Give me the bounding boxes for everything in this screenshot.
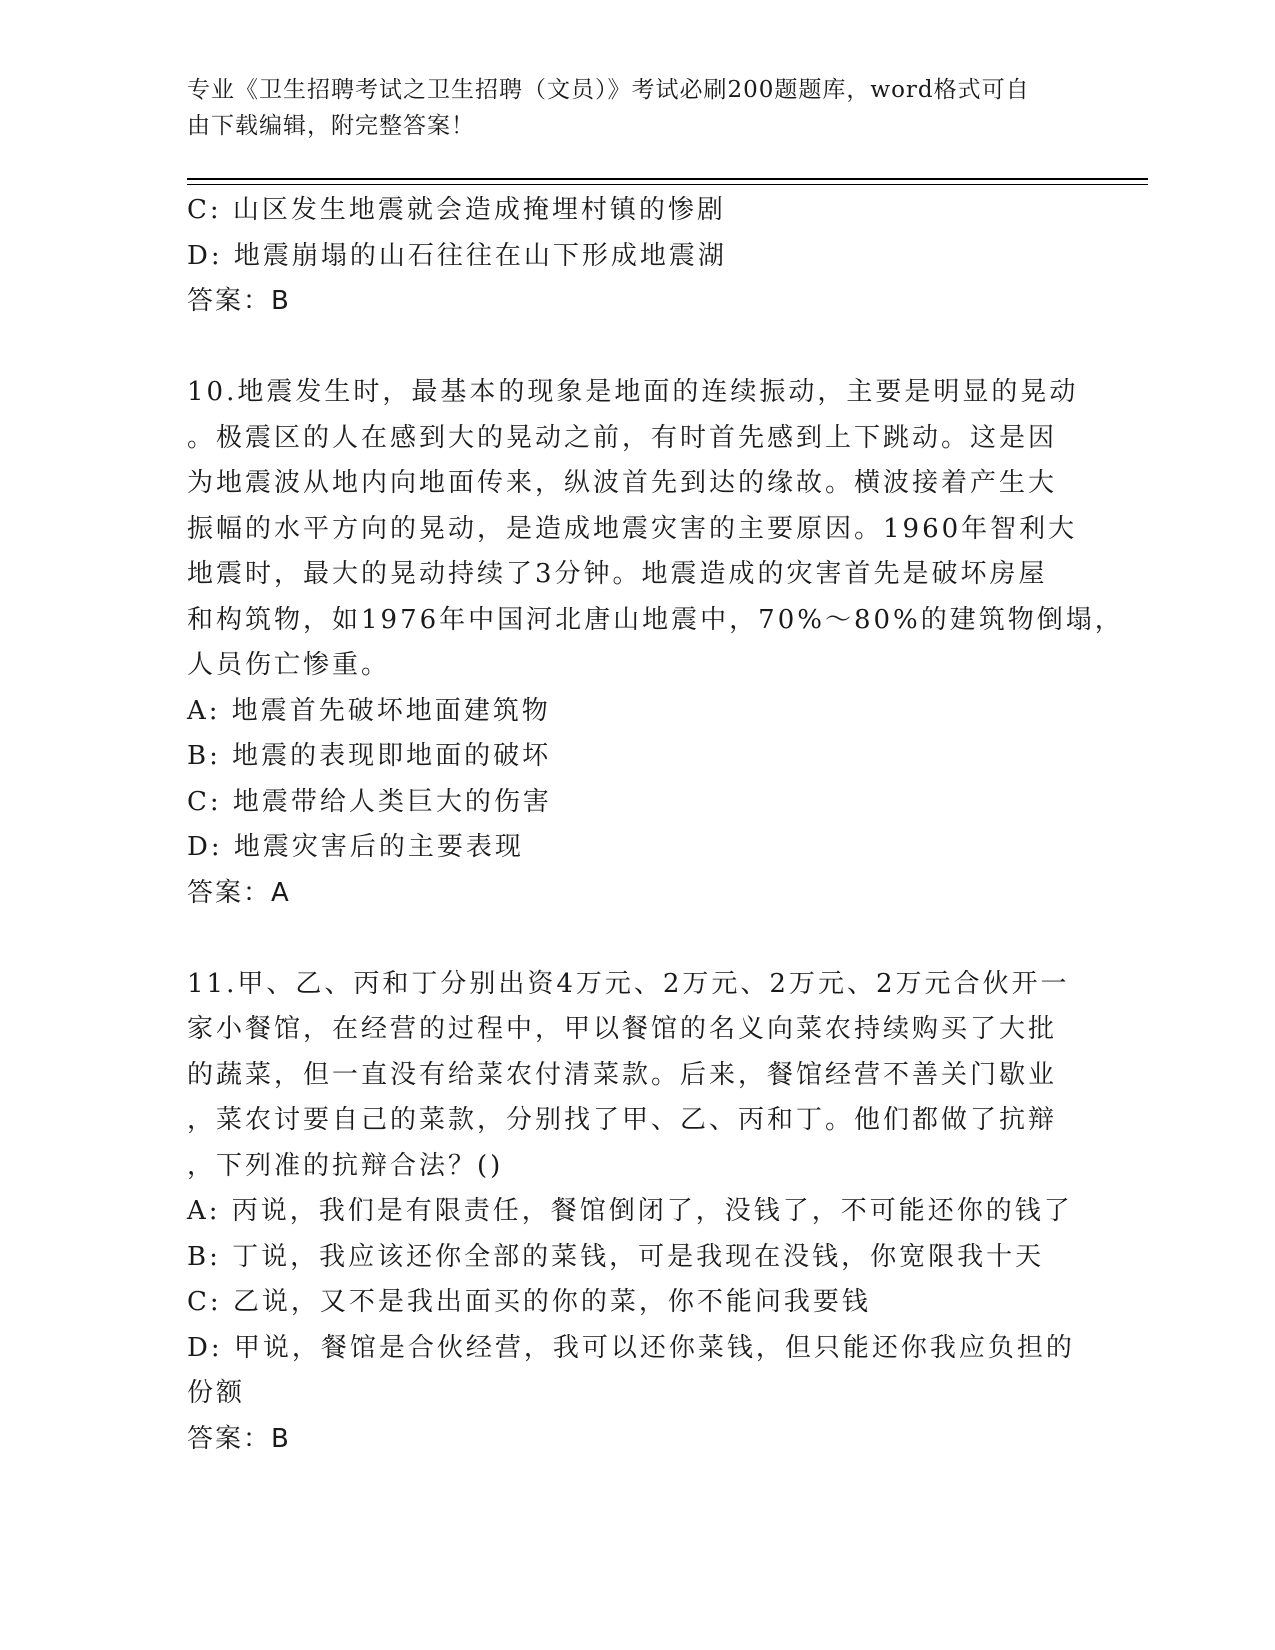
document-header bbox=[187, 72, 1067, 144]
q9-answer: 答案：B bbox=[187, 286, 291, 316]
q10-stem-line: 10.地震发生时，最基本的现象是地面的连续振动，主要是明显的晃动 bbox=[187, 377, 1079, 407]
q10-option-d: D: 地震灾害后的主要表现 bbox=[187, 832, 524, 862]
q11-answer: 答案：B bbox=[187, 1423, 291, 1454]
header-divider-thick bbox=[187, 178, 1148, 180]
q11-option-d-continued: 份额 bbox=[187, 1378, 246, 1408]
q10-stem-line: 人员伤亡惨重。 bbox=[187, 650, 391, 680]
q10-option-a: A: 地震首先破坏地面建筑物 bbox=[187, 695, 551, 726]
q10-stem-line: 和构筑物，如1976年中国河北唐山地震中，70%～80%的建筑物倒塌， bbox=[187, 604, 1124, 635]
q10-option-c: C: 地震带给人类巨大的伤害 bbox=[187, 786, 552, 817]
q10-stem-line: 地震时，最大的晃动持续了3分钟。地震造成的灾害首先是破坏房屋 bbox=[187, 559, 1048, 589]
header-line-1: 专业《卫生招聘考试之卫生招聘（文员）》考试必刷200题题库，word格式可自 bbox=[187, 77, 1030, 103]
q10-stem-line: 振幅的水平方向的晃动，是造成地震灾害的主要原因。1960年智利大 bbox=[187, 513, 1078, 544]
q10-answer: 答案：A bbox=[187, 877, 291, 908]
question-9-tail bbox=[187, 188, 1087, 325]
q11-option-b: B: 丁说，我应该还你全部的菜钱，可是我现在没钱，你宽限我十天 bbox=[187, 1241, 1045, 1272]
q11-stem-line: 的蔬菜，但一直没有给菜农付清菜款。后来，餐馆经营不善关门歇业 bbox=[187, 1059, 1058, 1090]
document-body bbox=[187, 188, 1124, 1462]
spacer bbox=[187, 325, 1087, 371]
q11-stem-line: ，下列准的抗辩合法？() bbox=[187, 1150, 504, 1181]
q11-stem-line: 11.甲、乙、丙和丁分别出资4万元、2万元、2万元、2万元合伙开一 bbox=[187, 968, 1070, 999]
q9-option-c: C: 山区发生地震就会造成掩埋村镇的惨剧 bbox=[187, 195, 726, 225]
q9-option-d: D: 地震崩塌的山石往往在山下形成地震湖 bbox=[187, 240, 727, 271]
q11-option-d: D: 甲说，餐馆是合伙经营，我可以还你菜钱，但只能还你我应负担的 bbox=[187, 1332, 1075, 1363]
question-10 bbox=[187, 370, 1124, 916]
spacer bbox=[187, 916, 1087, 962]
header-line-2: 由下载编辑，附完整答案！ bbox=[187, 113, 475, 139]
question-11 bbox=[187, 962, 1087, 1463]
q11-option-a: A: 丙说，我们是有限责任，餐馆倒闭了，没钱了，不可能还你的钱了 bbox=[187, 1196, 1073, 1226]
q11-stem-line: ，菜农讨要自己的菜款，分别找了甲、乙、丙和丁。他们都做了抗辩 bbox=[187, 1105, 1058, 1135]
header-divider-thin bbox=[187, 184, 1148, 185]
q11-stem-line: 家小餐馆，在经营的过程中，甲以餐馆的名义向菜农持续购买了大批 bbox=[187, 1014, 1058, 1044]
q11-option-c: C: 乙说，又不是我出面买的你的菜，你不能问我要钱 bbox=[187, 1287, 871, 1317]
q10-stem-line: 。极震区的人在感到大的晃动之前，有时首先感到上下跳动。这是因 bbox=[187, 422, 1058, 453]
q10-option-b: B: 地震的表现即地面的破坏 bbox=[187, 741, 552, 771]
q10-stem-line: 为地震波从地内向地面传来，纵波首先到达的缘故。横波接着产生大 bbox=[187, 468, 1058, 498]
